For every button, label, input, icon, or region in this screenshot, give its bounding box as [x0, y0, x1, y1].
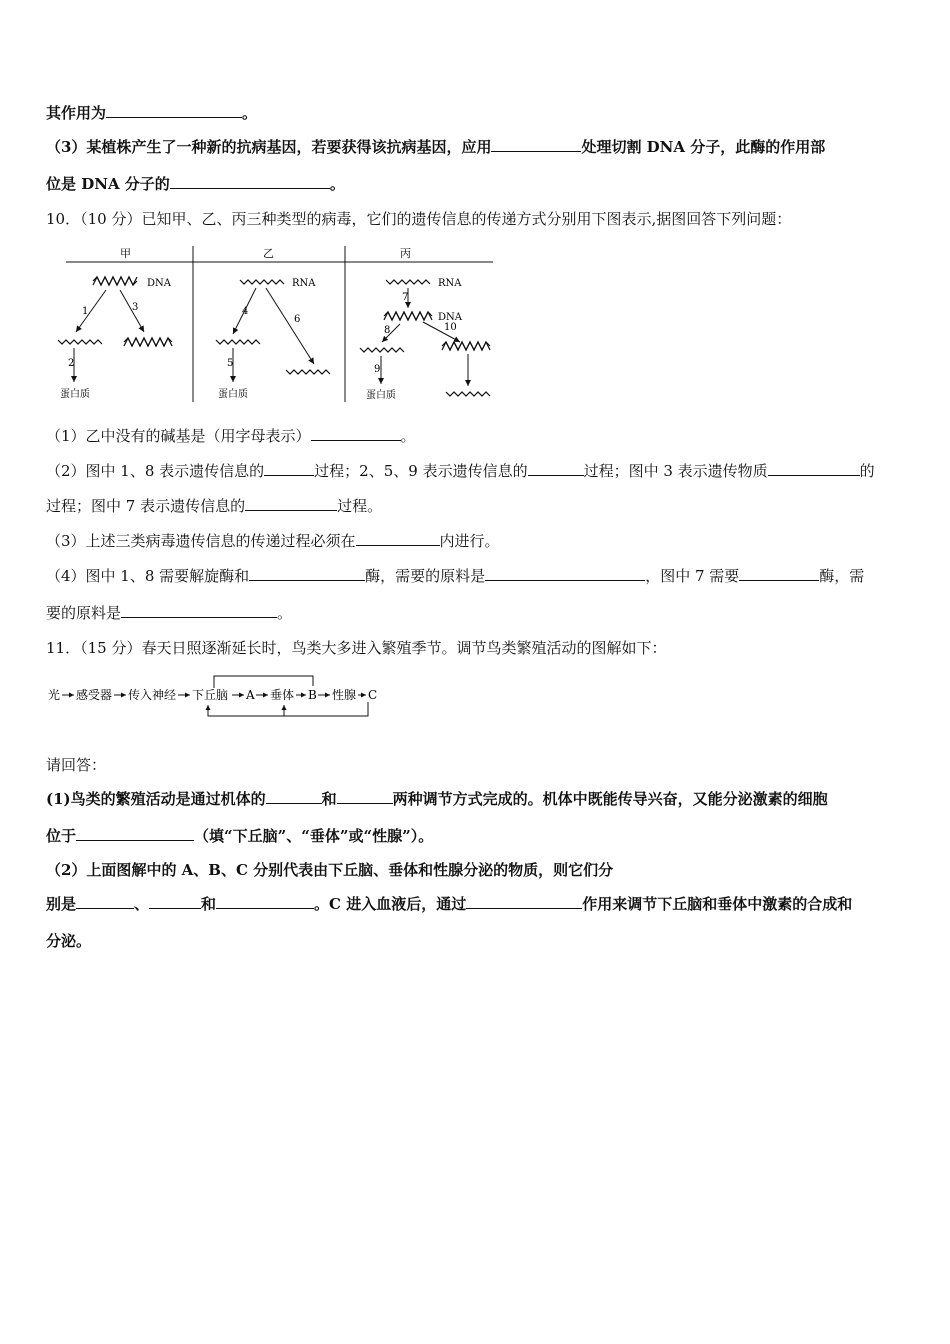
q10-text: （1）乙中没有的碱基是（用字母表示）: [46, 427, 311, 445]
answer-blank[interactable]: [528, 461, 584, 476]
answer-blank[interactable]: [739, 566, 819, 581]
q10-text: ，图中 7 需要: [645, 567, 740, 585]
q11-text: 两种调节方式完成的。机体中既能传导兴奋，又能分泌激素的细胞: [392, 790, 828, 808]
rna-strand-icon: [446, 392, 490, 396]
label-protein: 蛋白质: [366, 390, 396, 401]
answer-blank[interactable]: [264, 461, 314, 476]
flow-b: B: [308, 688, 317, 702]
answer-blank[interactable]: [106, 103, 242, 118]
mrna-strand-icon: [360, 348, 404, 352]
q11-text: 和: [321, 790, 337, 808]
answer-blank[interactable]: [245, 496, 337, 511]
q10-text: 过程；图中 7 表示遗传信息的: [46, 497, 246, 515]
q11-ask: 请回答：: [46, 756, 107, 774]
q10-text: （4）图中 1、8 需要解旋酶和: [46, 567, 250, 585]
virus-information-diagram: [48, 242, 498, 408]
q10-text: 要的原料是: [46, 604, 122, 622]
q9-line-1: [46, 103, 257, 123]
q10-text: 酶，需: [819, 567, 865, 585]
step-6: 6: [294, 314, 301, 325]
answer-blank[interactable]: [216, 894, 314, 909]
q10-text: 酶，需要的原料是: [365, 567, 486, 585]
step-10: 10: [444, 322, 457, 333]
flow-hypothalamus: 下丘脑: [192, 688, 229, 702]
q10-text: 内进行。: [439, 532, 500, 550]
answer-blank[interactable]: [466, 894, 582, 909]
label-protein: 蛋白质: [218, 389, 248, 400]
q11-text: 位于: [46, 827, 77, 845]
step-5: 5: [227, 358, 234, 369]
flow-afferent-nerve: 传入神经: [128, 688, 177, 702]
q11-text: 作用来调节下丘脑和垂体中激素的合成和: [582, 895, 853, 913]
rna-strand-icon: [240, 280, 284, 284]
q10-text: （3）上述三类病毒遗传信息的传递过程必须在: [46, 532, 356, 550]
flow-pituitary: 垂体: [270, 688, 295, 702]
q11-part2: （2）上面图解中的 A、B、C 分别代表由下丘脑、垂体和性腺分泌的物质，则它们分: [46, 861, 614, 879]
mrna-strand-icon: [58, 340, 102, 344]
answer-blank[interactable]: [249, 566, 365, 581]
q11-text: (1)鸟类的繁殖活动是通过机体的: [46, 790, 266, 808]
q9-text: 位是 DNA 分子的: [46, 175, 170, 193]
dna-strand-icon: [93, 277, 137, 285]
arrow-1: [76, 290, 106, 332]
flow-c: C: [368, 688, 378, 702]
dna-strand-icon: [384, 312, 432, 320]
step-4: 4: [242, 306, 249, 317]
step-3: 3: [132, 302, 139, 313]
answer-blank[interactable]: [337, 789, 393, 804]
flow-receptor: 感受器: [76, 688, 113, 702]
mrna-strand-icon: [216, 340, 260, 344]
label-dna: DNA: [438, 312, 462, 323]
q10-part2: [46, 461, 875, 481]
label-rna: RNA: [438, 278, 462, 289]
q10-text: 过程；2、5、9 表示遗传信息的: [314, 462, 528, 480]
header-bing: 丙: [400, 247, 411, 260]
q11-text: 。C 进入血液后，通过: [314, 895, 467, 913]
step-8: 8: [384, 325, 391, 336]
answer-blank[interactable]: [170, 174, 330, 189]
q9-line-3: [46, 174, 345, 194]
step-9: 9: [374, 364, 381, 375]
answer-blank[interactable]: [149, 894, 201, 909]
label-dna: DNA: [147, 278, 171, 289]
q9-text: 处理切割 DNA 分子，此酶的作用部: [581, 138, 826, 156]
q10-part3: [46, 531, 500, 551]
q11-text: 、: [134, 895, 150, 913]
q10-text: 的: [859, 462, 875, 480]
q10-text: 。: [277, 604, 293, 622]
answer-blank[interactable]: [121, 603, 277, 618]
rna-strand-icon: [286, 370, 330, 374]
answer-blank[interactable]: [491, 137, 581, 152]
q9-text: 。: [242, 104, 258, 122]
answer-blank[interactable]: [485, 566, 645, 581]
dna-strand-icon: [124, 338, 172, 346]
answer-blank[interactable]: [768, 461, 860, 476]
answer-blank[interactable]: [76, 894, 134, 909]
answer-blank[interactable]: [76, 826, 194, 841]
q11-part1-cont: [46, 826, 433, 846]
q10-text: 过程；图中 3 表示遗传物质: [583, 462, 768, 480]
bracket-line: [214, 676, 313, 688]
q9-text: （3）某植株产生了一种新的抗病基因，若要获得该抗病基因，应用: [46, 138, 492, 156]
flow-a: A: [246, 688, 255, 702]
q9-text: 。: [329, 175, 345, 193]
feedback-arrow-hypothalamus: [208, 702, 368, 716]
header-jia: 甲: [120, 247, 131, 260]
answer-blank[interactable]: [356, 531, 440, 546]
arrow-6: [266, 288, 314, 364]
regulation-flow-diagram: [48, 672, 378, 726]
step-7: 7: [402, 292, 409, 303]
q10-stem: 10．（10 分）已知甲、乙、丙三种类型的病毒，它们的遗传信息的传递方式分别用下图表示,据图回答下列问题：: [46, 210, 792, 228]
flow-gonad: 性腺: [332, 688, 357, 702]
answer-blank[interactable]: [311, 426, 401, 441]
q11-part2-end: 分泌。: [46, 932, 92, 950]
q10-text: （2）图中 1、8 表示遗传信息的: [46, 462, 265, 480]
q10-part4-cont: [46, 603, 292, 623]
q10-part4: [46, 566, 864, 586]
q11-stem: 11．（15 分）春天日照逐渐延长时，鸟类大多进入繁殖季节。调节鸟类繁殖活动的图解如下：: [46, 639, 667, 657]
q11-text: 别是: [46, 895, 77, 913]
flow-light: 光: [48, 688, 61, 702]
answer-blank[interactable]: [266, 789, 322, 804]
q10-text: 过程。: [337, 497, 383, 515]
step-1: 1: [82, 306, 89, 317]
q11-text: （填“下丘脑”、“垂体”或“性腺”）。: [194, 827, 434, 845]
label-rna: RNA: [292, 278, 316, 289]
rna-strand-icon: [386, 280, 430, 284]
q10-text: 。: [400, 427, 416, 445]
step-2: 2: [68, 358, 75, 369]
q9-text: 其作用为: [46, 104, 107, 122]
q11-text: 和: [201, 895, 217, 913]
q10-part1: [46, 426, 416, 446]
q10-part2-cont: [46, 496, 382, 516]
label-protein: 蛋白质: [60, 389, 90, 400]
q11-part1: [46, 789, 828, 809]
q9-line-2: [46, 137, 825, 157]
header-yi: 乙: [263, 247, 274, 260]
q11-part2-cont: [46, 894, 852, 914]
dna-strand-icon: [442, 342, 490, 350]
